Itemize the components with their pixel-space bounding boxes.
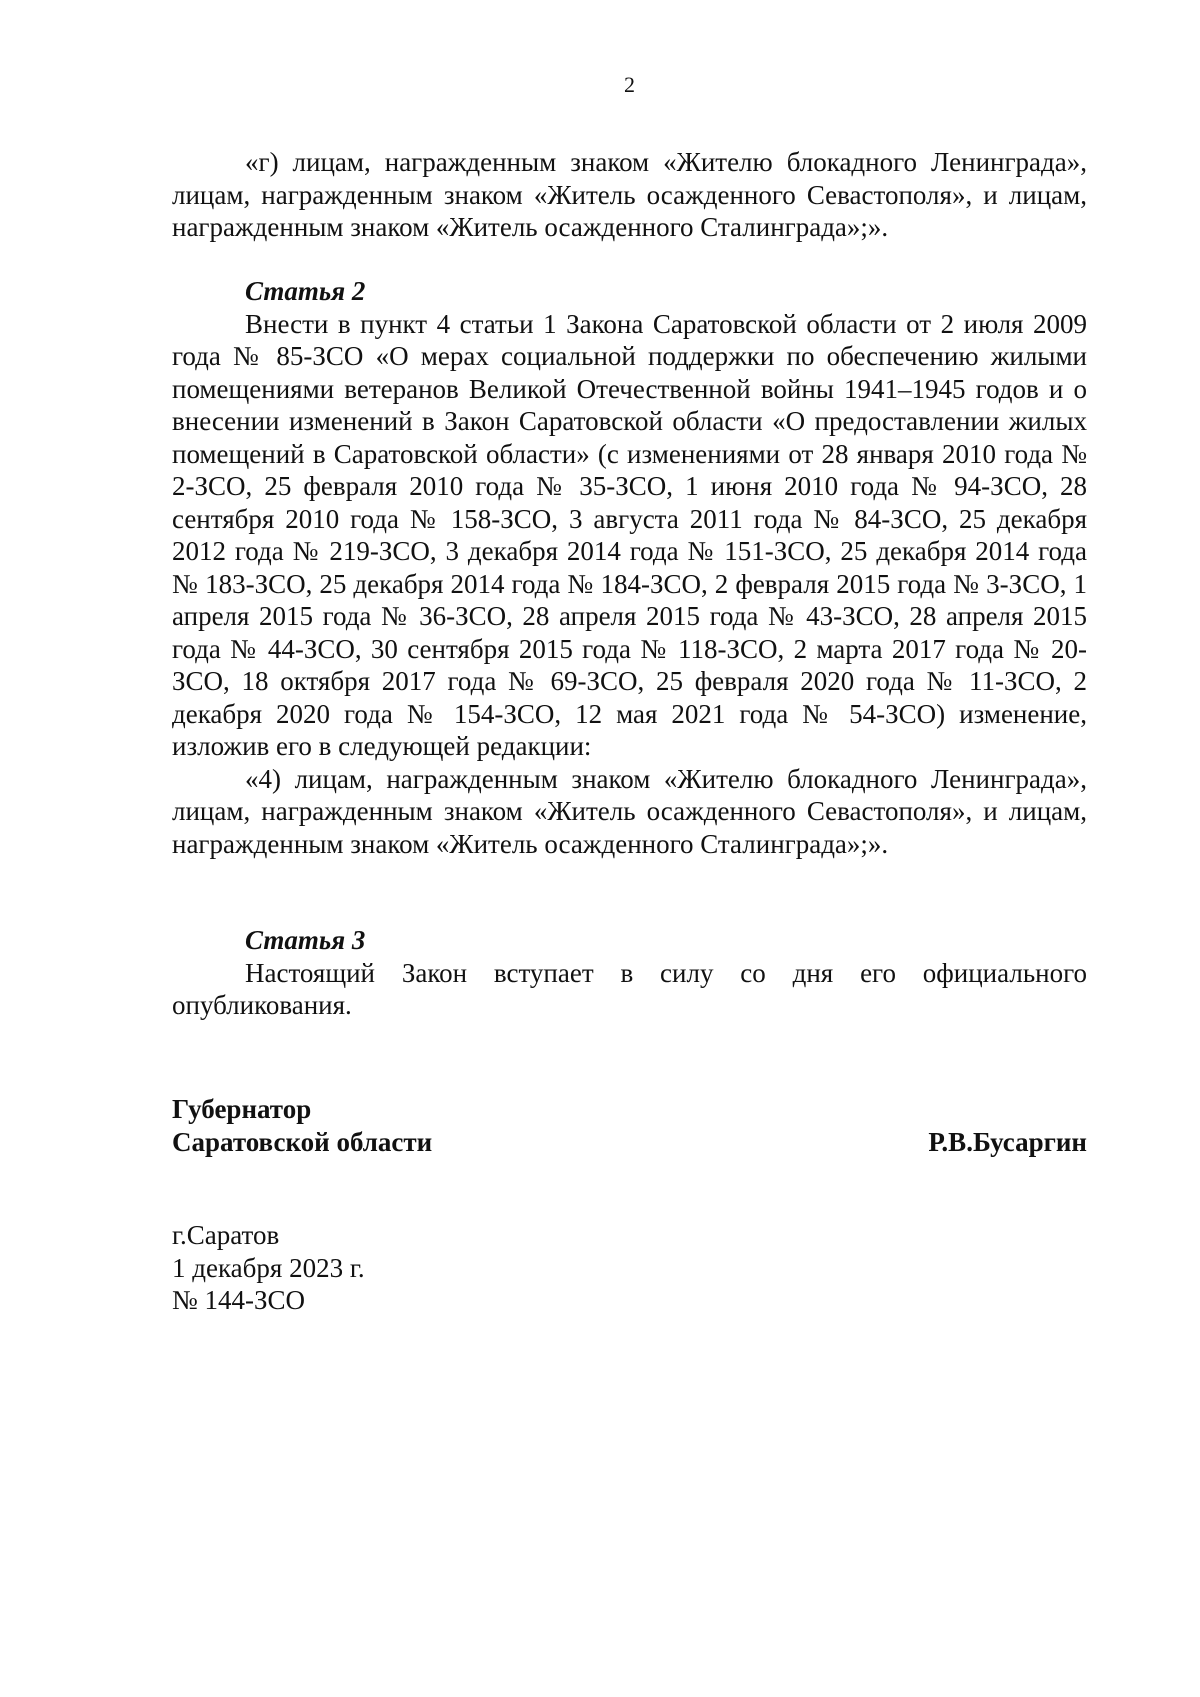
article2-paragraph2: «4) лицам, награжденным знаком «Жителю блокадного Ленинграда», лицам, награжденным знаком «Житель осажденного Севастополя», и лицам, награжденным знаком «Житель осажденного Сталинграда»;». (172, 763, 1087, 859)
article3 (172, 924, 1087, 1022)
page-number: 2 (624, 72, 635, 97)
article2-title: Статья 2 (245, 276, 366, 306)
article1-tail (172, 146, 1087, 244)
signature-name: Р.В.Бусаргин (928, 1127, 1087, 1157)
signature-position-line1: Губернатор (172, 1094, 312, 1124)
signature-position-line2: Саратовской области (172, 1127, 433, 1157)
article3-paragraph: Настоящий Закон вступает в силу со дня его официального опубликования. (172, 957, 1087, 1020)
article3-title: Статья 3 (245, 925, 366, 955)
article2 (172, 275, 1087, 860)
signature-block (172, 1093, 1087, 1159)
place-date: 1 декабря 2023 г. (172, 1252, 365, 1283)
place-city: г.Саратов (172, 1220, 280, 1250)
article2-paragraph1: Внести в пункт 4 статьи 1 Закона Саратовской области от 2 июля 2009 года № 85-ЗСО «О мерах социальной поддержки по обеспечению жилыми помещениями ветеранов Великой Отечественной войны 1941–1945 годов и о внесении изменений в Закон Саратовской области «О предоставлении жилых помещений в Саратовской области» (с изменениями от 28 января 2010 года № 2-ЗСО, 25 февраля 2010 года № 35-ЗСО, 1 июня 2010 года № 94-ЗСО, 28 сентября 2010 года № 158-ЗСО, 3 августа 2011 года № 84-ЗСО, 25 декабря 2012 года № 219-ЗСО, 3 декабря 2014 года № 151-ЗСО, 25 декабря 2014 года № 183-ЗСО, 25 декабря 2014 года № 184-ЗСО, 2 февраля 2015 года № 3-ЗСО, 1 апреля 2015 года № 36-ЗСО, 28 апреля 2015 года № 43-ЗСО, 28 апреля 2015 года № 44-ЗСО, 30 сентября 2015 года № 118-ЗСО, 2 марта 2017 года № 20-ЗСО, 18 октября 2017 года № 69-ЗСО, 25 февраля 2020 года № 11-ЗСО, 2 декабря 2020 года № 154-ЗСО, 12 мая 2021 года № 54-ЗСО) изменение, изложив его в следующей редакции: (172, 308, 1087, 761)
place-number: № 144-ЗСО (172, 1285, 306, 1315)
place-date-number (172, 1219, 365, 1317)
article1-tail-paragraph: «г) лицам, награжденным знаком «Жителю блокадного Ленинграда», лицам, награжденным знаком «Житель осажденного Севастополя», и лицам, награжденным знаком «Житель осажденного Сталинграда»;». (172, 147, 1087, 242)
